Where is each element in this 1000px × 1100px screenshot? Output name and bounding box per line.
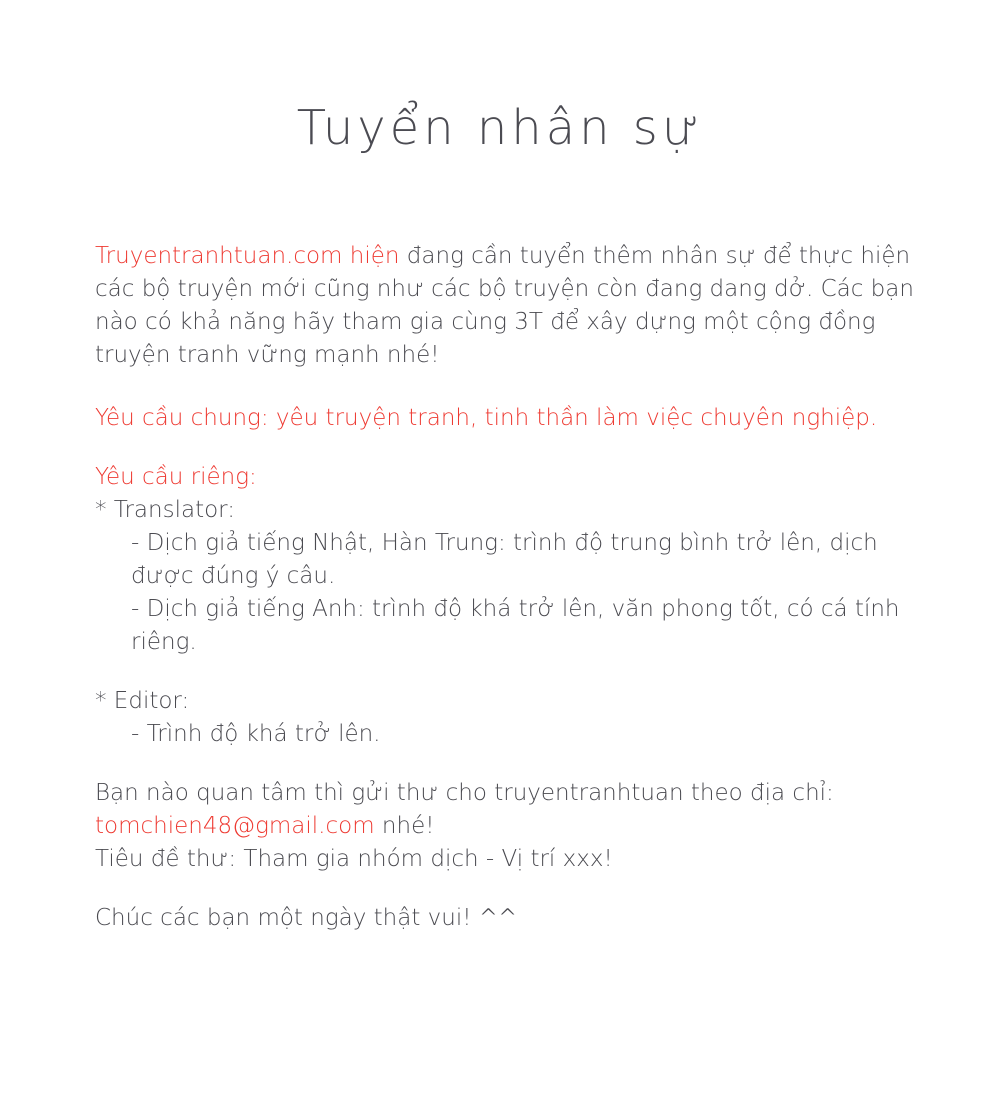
- contact-email-line: [95, 810, 915, 843]
- intro-rest: đang cần tuyển thêm nhân sự để thực hiện các bộ truyện mới cũng như các bộ truyện còn đang dang dở. Các bạn nào có khả năng hãy tham gia cùng 3T để xây dựng một cộng đồng truyện tranh vững mạnh nhé!: [95, 243, 914, 368]
- page-title: Tuyển nhân sự: [296, 100, 704, 156]
- spacer: [95, 372, 915, 402]
- translator-requirement-item: - Dịch giả tiếng Anh: trình độ khá trở lên, văn phong tốt, có cá tính riêng.: [131, 596, 900, 655]
- spacer: [95, 659, 915, 685]
- general-requirement: Yêu cầu chung: yêu truyện tranh, tinh thần làm việc chuyên nghiệp.: [95, 405, 878, 431]
- intro-paragraph: [95, 240, 915, 372]
- editor-role-label: * Editor:: [95, 688, 190, 714]
- editor-requirement-item: - Trình độ khá trở lên.: [131, 721, 381, 747]
- translator-role-label: * Translator:: [95, 497, 235, 523]
- intro-highlight: Truyentranhtuan.com hiện: [95, 243, 400, 269]
- closing-line: Chúc các bạn một ngày thật vui! ^^: [95, 905, 518, 931]
- contact-email-suffix: nhé!: [374, 813, 435, 839]
- specific-requirements-heading: Yêu cầu riêng:: [95, 464, 257, 490]
- document-body: [95, 240, 915, 935]
- spacer: [95, 435, 915, 461]
- spacer: [95, 751, 915, 777]
- spacer: [95, 876, 915, 902]
- translator-requirement-item: - Dịch giả tiếng Nhật, Hàn Trung: trình độ trung bình trở lên, dịch được đúng ý câu.: [131, 530, 878, 589]
- email-subject-line: Tiêu đề thư: Tham gia nhóm dịch - Vị trí xxx!: [95, 846, 613, 872]
- contact-email[interactable]: tomchien48@gmail.com: [95, 813, 375, 839]
- contact-instruction: Bạn nào quan tâm thì gửi thư cho truyentranhtuan theo địa chỉ:: [95, 780, 834, 806]
